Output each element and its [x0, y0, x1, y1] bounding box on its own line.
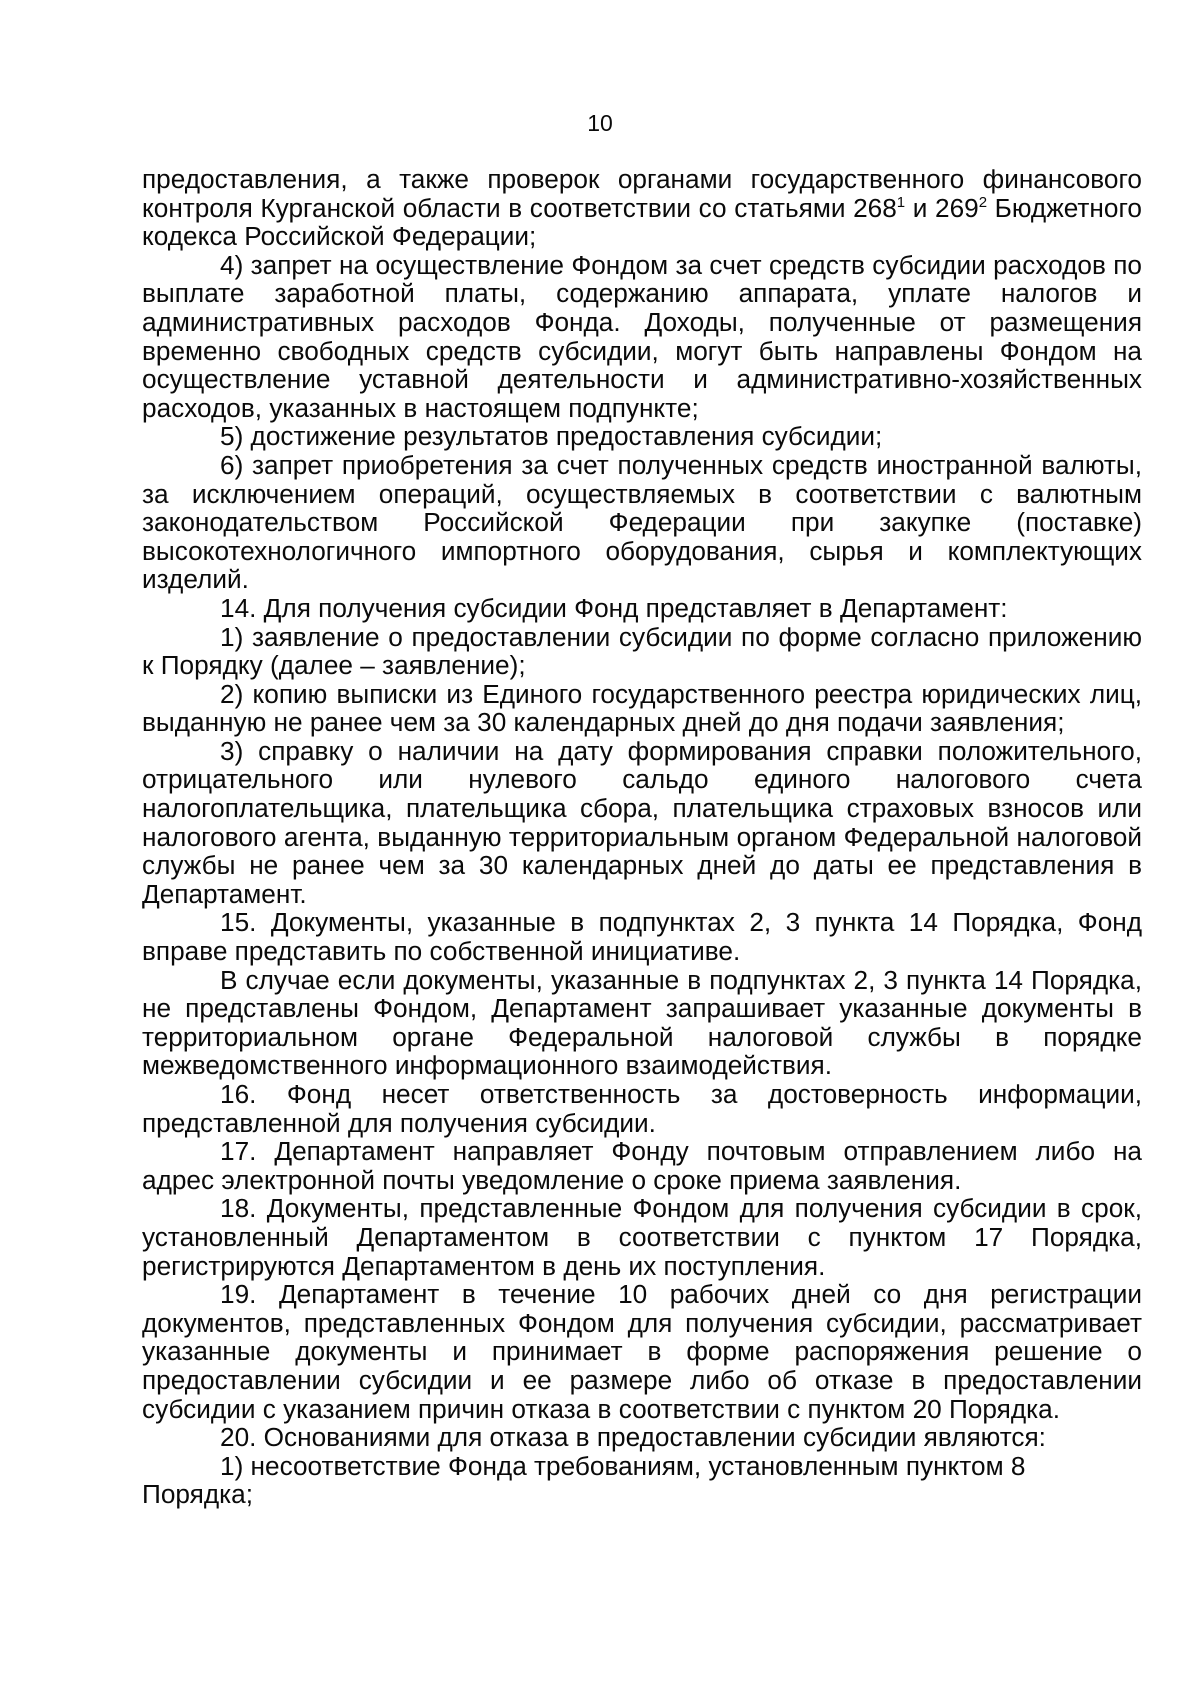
- paragraph-clause-18: 18. Документы, представленные Фондом для получения субсидии в срок, установленный Департаментом в соответствии с пунктом 17 Порядка, регистрируются Департаментом в день их поступления.: [142, 1193, 1142, 1281]
- paragraph-subitem-6: 6) запрет приобретения за счет полученных средств иностранной валюты, за исключением операций, осуществляемых в соответствии с валютным законодательством Российской Федерации при закупке (поставке) высокотехнологичного импортного оборудования, сырья и комплектующих изделий.: [142, 449, 1142, 595]
- paragraph-clause-19: 19. Департамент в течение 10 рабочих дней со дня регистрации документов, представленных Фондом для получения субсидии, рассматривает указанные документы и принимает в форме распоряжения решение о предоставлении субсидии и ее размере либо об отказе в предоставлении субсидии с указанием причин отказа в соответствии с пунктом 20 Порядка.: [142, 1279, 1142, 1424]
- paragraph-clause-16: 16. Фонд несет ответственность за достоверность информации, представленной для получения субсидии.: [142, 1079, 1142, 1138]
- paragraph-subitem-2: 2) копию выписки из Единого государственного реестра юридических лиц, выданную не ранее чем за 30 календарных дней до дня подачи заявления;: [142, 678, 1142, 738]
- paragraph-clause-20: 20. Основаниями для отказа в предоставлении субсидии являются:: [220, 1422, 1046, 1453]
- paragraph-subitem-3: 3) справку о наличии на дату формирования справки положительного, отрицательного или нулевого сальдо единого налогового счета налогоплательщика, плательщика сбора, плательщика страховых взносов или налогового агента, выданную территориальным органом Федеральной налоговой службы не ранее чем за 30 календарных дней до даты ее представления в Департамент.: [142, 735, 1142, 909]
- paragraph-clause-17: 17. Департамент направляет Фонду почтовым отправлением либо на адрес электронной почты уведомление о сроке приема заявления.: [142, 1136, 1142, 1195]
- paragraph-clause-15-continuation: В случае если документы, указанные в подпунктах 2, 3 пункта 14 Порядка, не представлены Фондом, Департамент запрашивает указанные документы в территориальном органе Федеральной налоговой службы в порядке межведомственного информационного взаимодействия.: [142, 964, 1142, 1081]
- paragraph-clause-15: 15. Документы, указанные в подпунктах 2, 3 пункта 14 Порядка, Фонд вправе представить по собственной инициативе.: [142, 907, 1142, 967]
- paragraph-clause-14: 14. Для получения субсидии Фонд представляет в Департамент:: [220, 592, 1008, 623]
- paragraph-clause-20-subitem-1: 1) несоответствие Фонда требованиям, установленным пунктом 8 Порядка;: [142, 1450, 1026, 1510]
- paragraph-continuation: предоставления, а также проверок органами государственного финансового контроля Курганской области в соответствии со статьями $268^1$ и $269^2$ Бюджетного кодекса Российской Федерации;: [142, 164, 1142, 252]
- paragraph-subitem-1: 1) заявление о предоставлении субсидии по форме согласно приложению к Порядку (далее – заявление);: [142, 621, 1142, 681]
- document-body: [142, 165, 1142, 1509]
- paragraph-subitem-5: 5) достижение результатов предоставления субсидии;: [220, 421, 883, 452]
- page-number: 10: [587, 110, 613, 136]
- superscript: 2: [978, 193, 988, 211]
- superscript: 1: [896, 193, 906, 211]
- paragraph-subitem-4: 4) запрет на осуществление Фондом за счет средств субсидии расходов по выплате заработной платы, содержанию аппарата, уплате налогов и административных расходов Фонда. Доходы, полученные от размещения временно свободных средств субсидии, могут быть направлены Фондом на осуществление уставной деятельности и административно-хозяйственных расходов, указанных в настоящем подпункте;: [142, 249, 1142, 423]
